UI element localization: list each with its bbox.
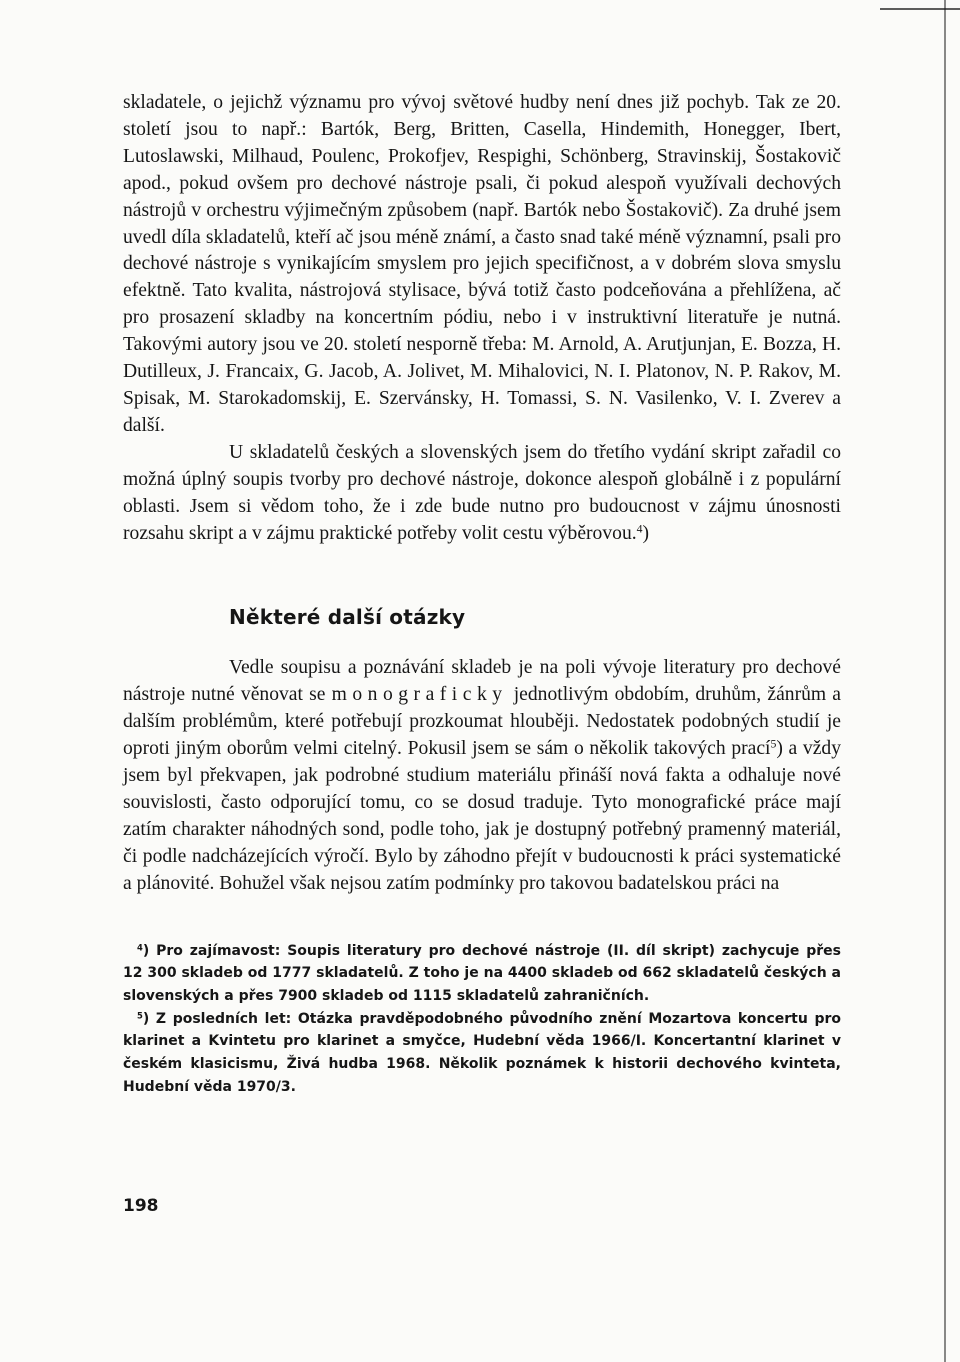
section-heading: Některé další otázky [229, 605, 466, 630]
text-column [123, 90, 841, 1098]
page-number: 198 [123, 1196, 159, 1216]
paragraph-monographs-b: jednotlivým obdobím, druhům, žánrům a dalším problémům, které potřebují prozkoumat hlouběji. Nedostatek podobných studií je oproti jiným oborům velmi citelný. Pokusil jsem se sám o několik takových prací [123, 684, 842, 760]
footnote-5-text: ) Z posledních let: Otázka pravděpodobného původního znění Mozartova koncertu pro klarinet a Kvintetu pro klarinet a smyčce, Hudební věda 1966/I. Koncertantní klarinet v českém klasicismu, Živá hudba 1968. Několik poznámek k historii dechového kvinteta, Hudební věda 1970/3. [123, 1010, 841, 1095]
footnotes [123, 940, 841, 1099]
paragraph-monographs-c: ) a vždy jsem byl překvapen, jak podrobné studium materiálu přináší nová fakta a odhaluje nové souvislosti, často odporující tomu, co se dosud traduje. Tyto monografické práce mají zatím charakter náhodných sond, podle toho, jak je dostupný potřebný pramenný materiál, či podle nadcházejících výročí. Bylo by záhodno přejít v budoucnosti k práci systematické a plánovité. Bohužel však nejsou zatím podmínky pro takovou badatelskou práci na [123, 738, 842, 894]
footnote-marker-4: 4 [137, 941, 143, 952]
paragraph-czech-slovak-close: ) [642, 522, 650, 544]
paragraph-monographs-spaced: monograficky [331, 684, 508, 706]
footnote-ref-5: 5 [770, 737, 777, 751]
footnote-5 [123, 1008, 841, 1099]
paragraph-monographs-a: Vedle soupisu a poznávání skladeb je na poli vývoje literatury pro dechové nástroje nutné věnovat se [123, 657, 841, 706]
footnote-4 [123, 940, 841, 1008]
page-edge-line [944, 0, 946, 1362]
footnote-marker-5: 5 [137, 1010, 143, 1021]
footnote-4-text: ) Pro zajímavost: Soupis literatury pro dechové nástroje (II. díl skript) zachycuje přes 12 300 skladeb od 1777 skladatelů. Z toho je na 4400 skladeb od 662 skladatelů českých a slovenských a přes 7900 skladeb od 1115 skladatelů zahraničních. [123, 942, 841, 1004]
paragraph-monographs [123, 655, 841, 897]
footnote-ref-4: 4 [636, 522, 643, 536]
paragraph-czech-slovak-text: U skladatelů českých a slovenských jsem do třetího vydání skript zařadil co možná úplný soupis tvorby pro dechové nástroje, dokonce alespoň globálně i z populární oblasti. Jsem si vědom toho, že i zde bude nutno pro budoucnost v zájmu únosnosti rozsahu skript a v zájmu praktické potřeby volit cestu výběrovou. [123, 441, 841, 544]
page-edge-top [880, 8, 960, 10]
paragraph-czech-slovak [123, 440, 841, 548]
paragraph-composers: skladatele, o jejichž významu pro vývoj světové hudby není dnes již pochyb. Tak ze 20. století jsou to např.: Bartók, Berg, Britten, Casella, Hindemith, Honegger, Ibert, Lutoslawski, Milhaud, Poulenc, Prokofjev, Respighi, Schönberg, Stravinskij, Šostakovič apod., pokud ovšem pro dechové nástroje psali, či pokud alespoň využívali dechových nástrojů v orchestru výjimečným způsobem (např. Bartók nebo Šostakovič). Za druhé jsem uvedl díla skladatelů, kteří ač jsou méně známí, a často snad také méně významní, psali pro dechové nástroje s vynikajícím smyslem pro jejich specifičnost, a v dobrém slova smyslu efektně. Tato kvalita, nástrojová stylisace, bývá totiž často podceňována a přehlížena, ač pro prosazení skladby na koncertním pódiu, nebo i v instruktivní literatuře je nutná. Takovými autory jsou ve 20. století nesporně třeba: M. Arnold, A. Arutjunjan, E. Bozza, H. Dutilleux, J. Francaix, G. Jacob, A. Jolivet, M. Mihalovici, N. I. Platonov, N. P. Rakov, M. Spisak, M. Starokadomskij, E. Szervánsky, H. Tomassi, S. N. Vasilenko, V. I. Zverev a další. [123, 92, 841, 436]
